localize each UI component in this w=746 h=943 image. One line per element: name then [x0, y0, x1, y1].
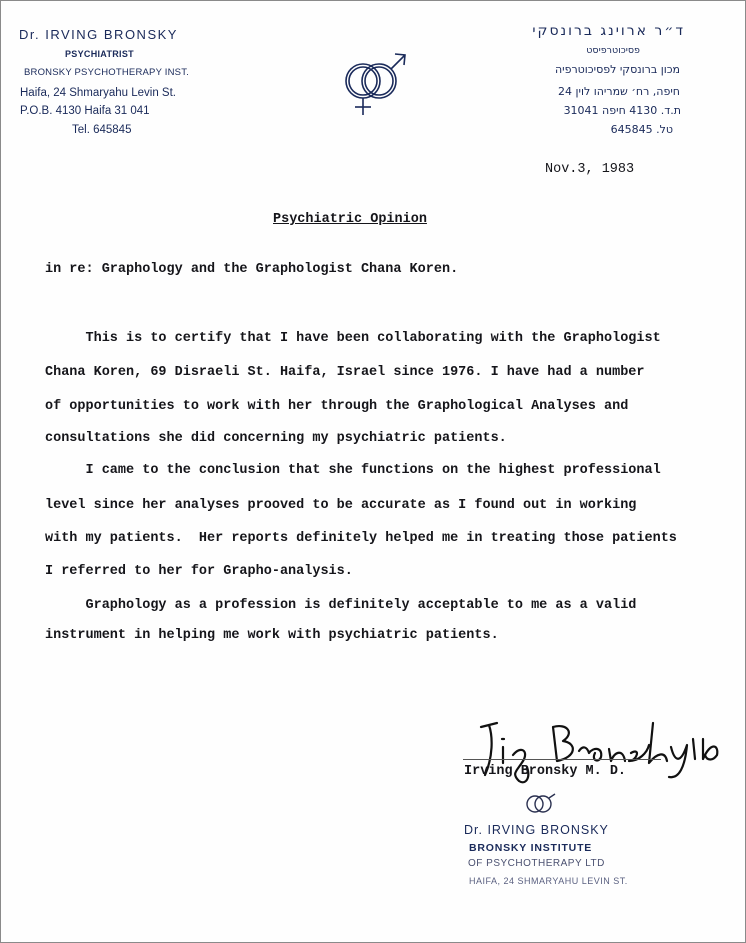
- body-line: I referred to her for Grapho-analysis.: [45, 564, 353, 579]
- body-line: This is to certify that I have been collaborating with the Graphologist: [45, 331, 661, 346]
- letterhead-hebrew-name: ד״ר ארוינג ברונסקי: [532, 23, 685, 39]
- letterhead-hebrew-tel: טל. 645845: [610, 123, 673, 136]
- letterhead-hebrew-institute: מכון ברונסקי לפסיכוטרפיה: [554, 63, 680, 76]
- stamp-of-psychotherapy: OF PSYCHOTHERAPY LTD: [468, 858, 605, 869]
- signature-line: [463, 759, 661, 760]
- letterhead-name: Dr. IRVING BRONSKY: [19, 27, 178, 42]
- letterhead-institute: BRONSKY PSYCHOTHERAPY INST.: [24, 67, 190, 78]
- body-line: consultations she did concerning my psychiatric patients.: [45, 431, 507, 446]
- stamp-institute: BRONSKY INSTITUTE: [469, 842, 593, 854]
- body-line: I came to the conclusion that she functions on the highest professional: [45, 463, 661, 478]
- letterhead-title: PSYCHIATRIST: [65, 49, 134, 59]
- letterhead-pob: P.O.B. 4130 Haifa 31 041: [20, 105, 150, 117]
- stamp-logo-icon: [523, 793, 557, 815]
- typed-signature-name: Irving Bronsky M. D.: [464, 764, 627, 779]
- stamp-address: HAIFA, 24 SHMARYAHU LEVIN ST.: [469, 876, 628, 886]
- letterhead-address: Haifa, 24 Shmaryahu Levin St.: [20, 87, 176, 99]
- gender-symbols-logo-icon: [337, 49, 413, 119]
- body-line: with my patients. Her reports definitely helped me in treating those patients: [45, 531, 677, 546]
- letterhead-hebrew-pob: ת.ד. 4130 חיפה 31041: [563, 104, 681, 117]
- letterhead-hebrew-address: חיפה, רח׳ שמריהו לוין 24: [558, 85, 680, 98]
- letter-date: Nov.3, 1983: [545, 162, 635, 177]
- stamp-name: Dr. IRVING BRONSKY: [464, 823, 609, 837]
- body-line: Graphology as a profession is definitely acceptable to me as a valid: [45, 598, 637, 613]
- body-line: of opportunities to work with her through the Graphological Analyses and: [45, 399, 629, 414]
- body-line: instrument in helping me work with psychiatric patients.: [45, 628, 499, 643]
- letter-heading: Psychiatric Opinion: [273, 212, 427, 227]
- letterhead-hebrew-title: פסיכוטרפיסט: [586, 45, 640, 56]
- letter-subject: in re: Graphology and the Graphologist Chana Koren.: [45, 262, 459, 277]
- body-line: Chana Koren, 69 Disraeli St. Haifa, Israel since 1976. I have had a number: [45, 365, 645, 380]
- body-line: level since her analyses prooved to be accurate as I found out in working: [45, 498, 637, 513]
- letterhead-tel: Tel. 645845: [72, 124, 132, 136]
